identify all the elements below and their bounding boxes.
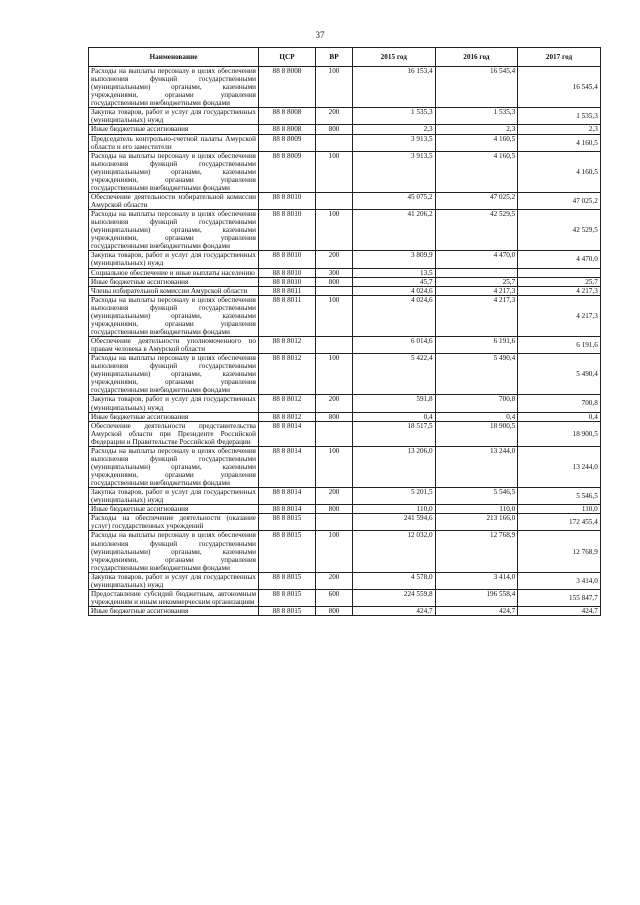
row-value-2017: 2,3: [518, 125, 601, 134]
row-csr: 88 8 8008: [259, 125, 316, 134]
row-vr: 800: [316, 277, 353, 286]
row-csr: 88 8 8009: [259, 134, 316, 151]
header-2015: 2015 год: [353, 48, 436, 67]
row-value-2015: 0,4: [353, 412, 436, 421]
row-value-2017: 4 217,3: [518, 295, 601, 336]
page-number: 37: [315, 30, 325, 40]
row-value-2016: 5 546,5: [435, 488, 518, 505]
row-name: Обеспечение деятельности представительства Амурской области при Президенте Российской Федерации и Правительстве Российской Федерации: [89, 421, 259, 446]
row-value-2017: 47 025,2: [518, 192, 601, 209]
table-row: [89, 531, 601, 572]
row-value-2017: 172 455,4: [518, 514, 601, 531]
row-value-2017: 25,7: [518, 277, 601, 286]
row-vr: 100: [316, 151, 353, 192]
row-name: Расходы на обеспечение деятельности (оказание услуг) государственных учреждений: [89, 514, 259, 531]
row-value-2016: 5 490,4: [435, 354, 518, 395]
row-value-2017: 1 535,3: [518, 108, 601, 125]
row-value-2016: 42 529,5: [435, 210, 518, 251]
header-2017: 2017 год: [518, 48, 601, 67]
row-name: Иные бюджетные ассигнования: [89, 505, 259, 514]
row-value-2015: 4 024,6: [353, 286, 436, 295]
row-vr: [316, 514, 353, 531]
row-value-2017: 700,8: [518, 395, 601, 412]
row-csr: 88 8 8012: [259, 412, 316, 421]
row-vr: 200: [316, 572, 353, 589]
row-value-2017: 110,0: [518, 505, 601, 514]
row-value-2016: 110,0: [435, 505, 518, 514]
row-value-2017: 18 900,5: [518, 421, 601, 446]
row-csr: 88 8 8015: [259, 572, 316, 589]
row-value-2015: 4 024,6: [353, 295, 436, 336]
row-name: Расходы на выплаты персоналу в целях обеспечения выполнения функций государственными (муниципальными) органами, казенными учреждениями, органами управления государственными внебюджетными фондами: [89, 210, 259, 251]
row-value-2017: 4 160,5: [518, 151, 601, 192]
row-value-2016: 13 244,0: [435, 446, 518, 487]
row-name: Председатель контрольно-счетной палаты Амурской области и его заместители: [89, 134, 259, 151]
row-csr: 88 8 8011: [259, 295, 316, 336]
budget-table: [88, 47, 601, 616]
row-name: Иные бюджетные ассигнования: [89, 412, 259, 421]
row-vr: 600: [316, 589, 353, 606]
row-value-2016: 4 160,5: [435, 134, 518, 151]
table-row: [89, 354, 601, 395]
row-vr: [316, 286, 353, 295]
header-csr: ЦСР: [259, 48, 316, 67]
row-value-2015: 2,3: [353, 125, 436, 134]
row-name: Расходы на выплаты персоналу в целях обеспечения выполнения функций государственными (муниципальными) органами, казенными учреждениями, органами управления государственными внебюджетными фондами: [89, 67, 259, 108]
row-value-2015: 110,0: [353, 505, 436, 514]
table-body: [89, 67, 601, 616]
row-value-2017: [518, 268, 601, 277]
row-vr: 800: [316, 125, 353, 134]
row-name: Члены избирательной комиссии Амурской области: [89, 286, 259, 295]
row-value-2017: 0,4: [518, 412, 601, 421]
row-vr: 100: [316, 67, 353, 108]
row-value-2015: 18 517,5: [353, 421, 436, 446]
row-name: Расходы на выплаты персоналу в целях обеспечения выполнения функций государственными (муниципальными) органами, казенными учреждениями, органами управления государственными внебюджетными фондами: [89, 354, 259, 395]
row-vr: 200: [316, 488, 353, 505]
row-value-2015: 1 535,3: [353, 108, 436, 125]
table-row: [89, 277, 601, 286]
row-name: Расходы на выплаты персоналу в целях обеспечения выполнения функций государственными (муниципальными) органами, казенными учреждениями, органами управления государственными внебюджетными фондами: [89, 151, 259, 192]
table-row: [89, 108, 601, 125]
row-value-2015: 13,5: [353, 268, 436, 277]
row-value-2015: 224 559,8: [353, 589, 436, 606]
row-name: Предоставление субсидий бюджетным, автономным учреждениям и иным некоммерческим организациям: [89, 589, 259, 606]
row-value-2017: 4 160,5: [518, 134, 601, 151]
row-vr: [316, 134, 353, 151]
row-csr: 88 8 8012: [259, 337, 316, 354]
row-value-2017: 42 529,5: [518, 210, 601, 251]
row-value-2016: 6 191,6: [435, 337, 518, 354]
row-csr: 88 8 8010: [259, 210, 316, 251]
row-value-2016: [435, 268, 518, 277]
row-value-2016: 4 160,5: [435, 151, 518, 192]
row-vr: 300: [316, 268, 353, 277]
row-vr: 100: [316, 531, 353, 572]
row-value-2016: 12 768,9: [435, 531, 518, 572]
row-value-2016: 424,7: [435, 607, 518, 616]
row-value-2015: 5 422,4: [353, 354, 436, 395]
row-csr: 88 8 8011: [259, 286, 316, 295]
row-csr: 88 8 8010: [259, 277, 316, 286]
table-row: [89, 395, 601, 412]
row-value-2016: 4 470,0: [435, 251, 518, 268]
row-value-2017: 155 847,7: [518, 589, 601, 606]
row-vr: [316, 421, 353, 446]
row-csr: 88 8 8010: [259, 192, 316, 209]
row-vr: 800: [316, 607, 353, 616]
row-name: Обеспечение деятельности уполномоченного по правам человека в Амурской области: [89, 337, 259, 354]
row-value-2015: 45 075,2: [353, 192, 436, 209]
row-value-2017: 5 546,5: [518, 488, 601, 505]
row-name: Закупка товаров, работ и услуг для государственных (муниципальных) нужд: [89, 572, 259, 589]
row-value-2017: 5 490,4: [518, 354, 601, 395]
table-row: [89, 446, 601, 487]
row-value-2015: 13 206,0: [353, 446, 436, 487]
row-csr: 88 8 8008: [259, 108, 316, 125]
header-2016: 2016 год: [435, 48, 518, 67]
table-row: [89, 421, 601, 446]
table-row: [89, 151, 601, 192]
row-name: Закупка товаров, работ и услуг для государственных (муниципальных) нужд: [89, 488, 259, 505]
row-value-2016: 16 545,4: [435, 67, 518, 108]
row-value-2016: 25,7: [435, 277, 518, 286]
row-vr: 100: [316, 210, 353, 251]
row-value-2015: 591,8: [353, 395, 436, 412]
row-csr: 88 8 8015: [259, 589, 316, 606]
row-value-2016: 1 535,3: [435, 108, 518, 125]
table-row: [89, 125, 601, 134]
row-name: Расходы на выплаты персоналу в целях обеспечения выполнения функций государственными (муниципальными) органами, казенными учреждениями, органами управления государственными внебюджетными фондами: [89, 295, 259, 336]
row-name: Закупка товаров, работ и услуг для государственных (муниципальных) нужд: [89, 251, 259, 268]
row-vr: 100: [316, 354, 353, 395]
table-row: [89, 192, 601, 209]
table-row: [89, 572, 601, 589]
row-csr: 88 8 8014: [259, 505, 316, 514]
row-value-2017: 16 545,4: [518, 67, 601, 108]
row-value-2016: 4 217,3: [435, 286, 518, 295]
row-value-2015: 3 809,9: [353, 251, 436, 268]
table-header: [89, 48, 601, 67]
row-name: Иные бюджетные ассигнования: [89, 607, 259, 616]
row-value-2016: 213 166,0: [435, 514, 518, 531]
header-vr: ВР: [316, 48, 353, 67]
row-vr: 800: [316, 412, 353, 421]
row-value-2017: 4 470,0: [518, 251, 601, 268]
table-row: [89, 412, 601, 421]
table-row: [89, 286, 601, 295]
row-value-2015: 5 201,5: [353, 488, 436, 505]
row-csr: 88 8 8012: [259, 354, 316, 395]
row-value-2017: 12 768,9: [518, 531, 601, 572]
row-name: Закупка товаров, работ и услуг для государственных (муниципальных) нужд: [89, 108, 259, 125]
row-value-2015: 241 594,6: [353, 514, 436, 531]
table-row: [89, 210, 601, 251]
row-vr: 100: [316, 295, 353, 336]
row-value-2016: 47 025,2: [435, 192, 518, 209]
row-value-2015: 3 913,5: [353, 151, 436, 192]
row-value-2017: 13 244,0: [518, 446, 601, 487]
row-csr: 88 8 8015: [259, 607, 316, 616]
row-value-2015: 16 153,4: [353, 67, 436, 108]
table-row: [89, 488, 601, 505]
row-vr: 800: [316, 505, 353, 514]
row-vr: [316, 337, 353, 354]
table-row: [89, 337, 601, 354]
table-row: [89, 505, 601, 514]
row-value-2016: 0,4: [435, 412, 518, 421]
table-row: [89, 295, 601, 336]
row-value-2016: 18 900,5: [435, 421, 518, 446]
row-value-2016: 196 558,4: [435, 589, 518, 606]
row-csr: 88 8 8015: [259, 514, 316, 531]
row-value-2015: 3 913,5: [353, 134, 436, 151]
row-csr: 88 8 8010: [259, 268, 316, 277]
row-name: Расходы на выплаты персоналу в целях обеспечения выполнения функций государственными (муниципальными) органами, казенными учреждениями, органами управления государственными внебюджетными фондами: [89, 531, 259, 572]
table-row: [89, 268, 601, 277]
row-name: Иные бюджетные ассигнования: [89, 125, 259, 134]
row-value-2016: 700,8: [435, 395, 518, 412]
table-row: [89, 607, 601, 616]
row-csr: 88 8 8009: [259, 151, 316, 192]
row-vr: 200: [316, 108, 353, 125]
row-csr: 88 8 8015: [259, 531, 316, 572]
row-value-2017: 3 414,0: [518, 572, 601, 589]
header-row: [89, 48, 601, 67]
row-name: Расходы на выплаты персоналу в целях обеспечения выполнения функций государственными (муниципальными) органами, казенными учреждениями, органами управления государственными внебюджетными фондами: [89, 446, 259, 487]
row-value-2015: 4 578,0: [353, 572, 436, 589]
row-value-2015: 41 206,2: [353, 210, 436, 251]
table-row: [89, 134, 601, 151]
row-csr: 88 8 8012: [259, 395, 316, 412]
row-name: Социальное обеспечение и иные выплаты населению: [89, 268, 259, 277]
row-value-2017: 424,7: [518, 607, 601, 616]
row-csr: 88 8 8014: [259, 446, 316, 487]
table-row: [89, 589, 601, 606]
table-row: [89, 251, 601, 268]
row-csr: 88 8 8010: [259, 251, 316, 268]
row-vr: 100: [316, 446, 353, 487]
row-value-2015: 12 032,0: [353, 531, 436, 572]
table-row: [89, 514, 601, 531]
row-value-2016: 3 414,0: [435, 572, 518, 589]
row-csr: 88 8 8014: [259, 488, 316, 505]
table-row: [89, 67, 601, 108]
row-value-2015: 6 014,6: [353, 337, 436, 354]
row-vr: 200: [316, 395, 353, 412]
row-value-2017: 4 217,3: [518, 286, 601, 295]
row-value-2016: 4 217,3: [435, 295, 518, 336]
row-name: Иные бюджетные ассигнования: [89, 277, 259, 286]
row-value-2015: 45,7: [353, 277, 436, 286]
header-name: Наименование: [89, 48, 259, 67]
row-csr: 88 8 8008: [259, 67, 316, 108]
row-value-2016: 2,3: [435, 125, 518, 134]
row-value-2015: 424,7: [353, 607, 436, 616]
row-vr: [316, 192, 353, 209]
row-name: Обеспечение деятельности избирательной комиссии Амурской области: [89, 192, 259, 209]
row-name: Закупка товаров, работ и услуг для государственных (муниципальных) нужд: [89, 395, 259, 412]
row-vr: 200: [316, 251, 353, 268]
row-value-2017: 6 191,6: [518, 337, 601, 354]
row-csr: 88 8 8014: [259, 421, 316, 446]
